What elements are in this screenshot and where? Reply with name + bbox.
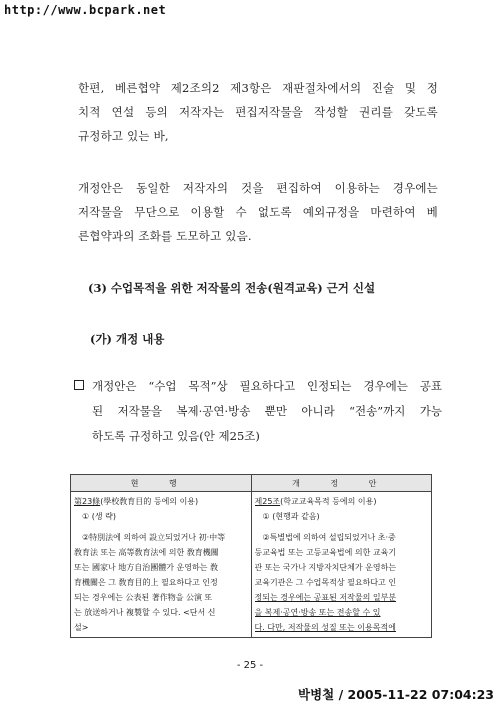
text-line: 개정안은 “수업 목적”상 필요하다고 인정되는 경우에는 공표	[92, 379, 442, 393]
text-line: 하도록 규정하고 있음(안 제25조)	[92, 429, 260, 443]
paragraph-berne-convention	[78, 76, 438, 148]
item-1: ① (생 략)	[82, 512, 116, 521]
item-2-line: 정되는 경우에는 공표된 저작물의 일부분	[254, 593, 397, 602]
text-line: 규정하고 있는 바,	[78, 129, 169, 143]
text-line: 른협약과의 조화를 도모하고 있음.	[78, 229, 252, 243]
bullet-text	[92, 374, 442, 449]
text-line: 한편, 베른협약 제2조의2 제3항은 재판절차에서의 진술 및 정	[78, 81, 438, 95]
item-2-line: 또는 國家나 地方自治團體가 운영하는 敎	[74, 563, 218, 572]
text-line: 저작물을 무단으로 이용할 수 없도록 예외규정을 마련하여 베	[78, 205, 438, 219]
item-2-line: 다. 다만, 저작물의 성질 또는 이용목적에	[254, 623, 396, 632]
item-2-line: 교육기관은 그 수업목적상 필요하다고 인	[254, 578, 397, 587]
item-2-line: 敎育法 또는 高等敎育法에 의한 敎育機關	[74, 548, 219, 557]
item-2-line: 育機關은 그 敎育目的上 필요하다고 인정	[74, 578, 218, 587]
item-2-line: 을 복제·공연·방송 또는 전송할 수 있	[254, 608, 381, 617]
header-current: 현 행	[71, 475, 252, 492]
item-1: ① (현행과 같음)	[262, 512, 320, 521]
article-heading	[74, 494, 248, 509]
item-2-line: 관 또는 국가나 지방자치단체가 운영하는	[254, 563, 397, 572]
comparison-table	[70, 474, 432, 638]
paragraph-amendment	[78, 176, 438, 248]
article-title: (學校敎育目的 등에의 이용)	[100, 497, 199, 506]
item-2-line: ②特別法에 의하여 設立되었거나 初·中等	[82, 533, 226, 542]
article-title: (학교교육목적 등에의 이용)	[280, 497, 377, 506]
square-bullet-icon	[74, 380, 84, 390]
text-line: 된 저작물을 복제·공연·방송 뿐만 아니라 “전송”까지 가능	[92, 404, 442, 418]
article-number: 제25조	[254, 497, 281, 506]
author-timestamp-watermark: 박병철 / 2005-11-22 07:04:23	[298, 687, 494, 702]
item-2-line: 설>	[74, 623, 89, 632]
item-2-line: ②특별법에 의하여 설립되었거나 초·중	[262, 533, 396, 542]
site-watermark: http://www.bcpark.net	[4, 3, 167, 17]
proposed-law-cell	[251, 492, 432, 638]
text-line: 개정안은 동일한 저작자의 것을 편집하여 이용하는 경우에는	[78, 181, 438, 195]
table-header-row	[71, 475, 432, 492]
text-line: 치적 연설 등의 저작자는 편집저작물을 작성할 권리를 갖도록	[78, 105, 438, 119]
section-heading: (3) 수업목적을 위한 저작물의 전송(원격교육) 근거 신설	[88, 281, 376, 295]
item-2-line: 등교육법 또는 고등교육법에 의한 교육기	[254, 548, 397, 557]
table-row	[71, 492, 432, 638]
page-number: - 25 -	[236, 660, 264, 671]
item-2-line: 는 放送하거나 複製할 수 있다. <단서 신	[74, 608, 216, 617]
item-2-line: 되는 경우에는 公表된 著作物을 公演 또	[74, 593, 213, 602]
article-number: 第23條	[74, 497, 101, 506]
current-law-cell	[71, 492, 252, 638]
article-heading	[255, 494, 429, 509]
sub-heading: (가) 개정 내용	[90, 332, 165, 346]
header-proposed: 개 정 안	[251, 475, 432, 492]
